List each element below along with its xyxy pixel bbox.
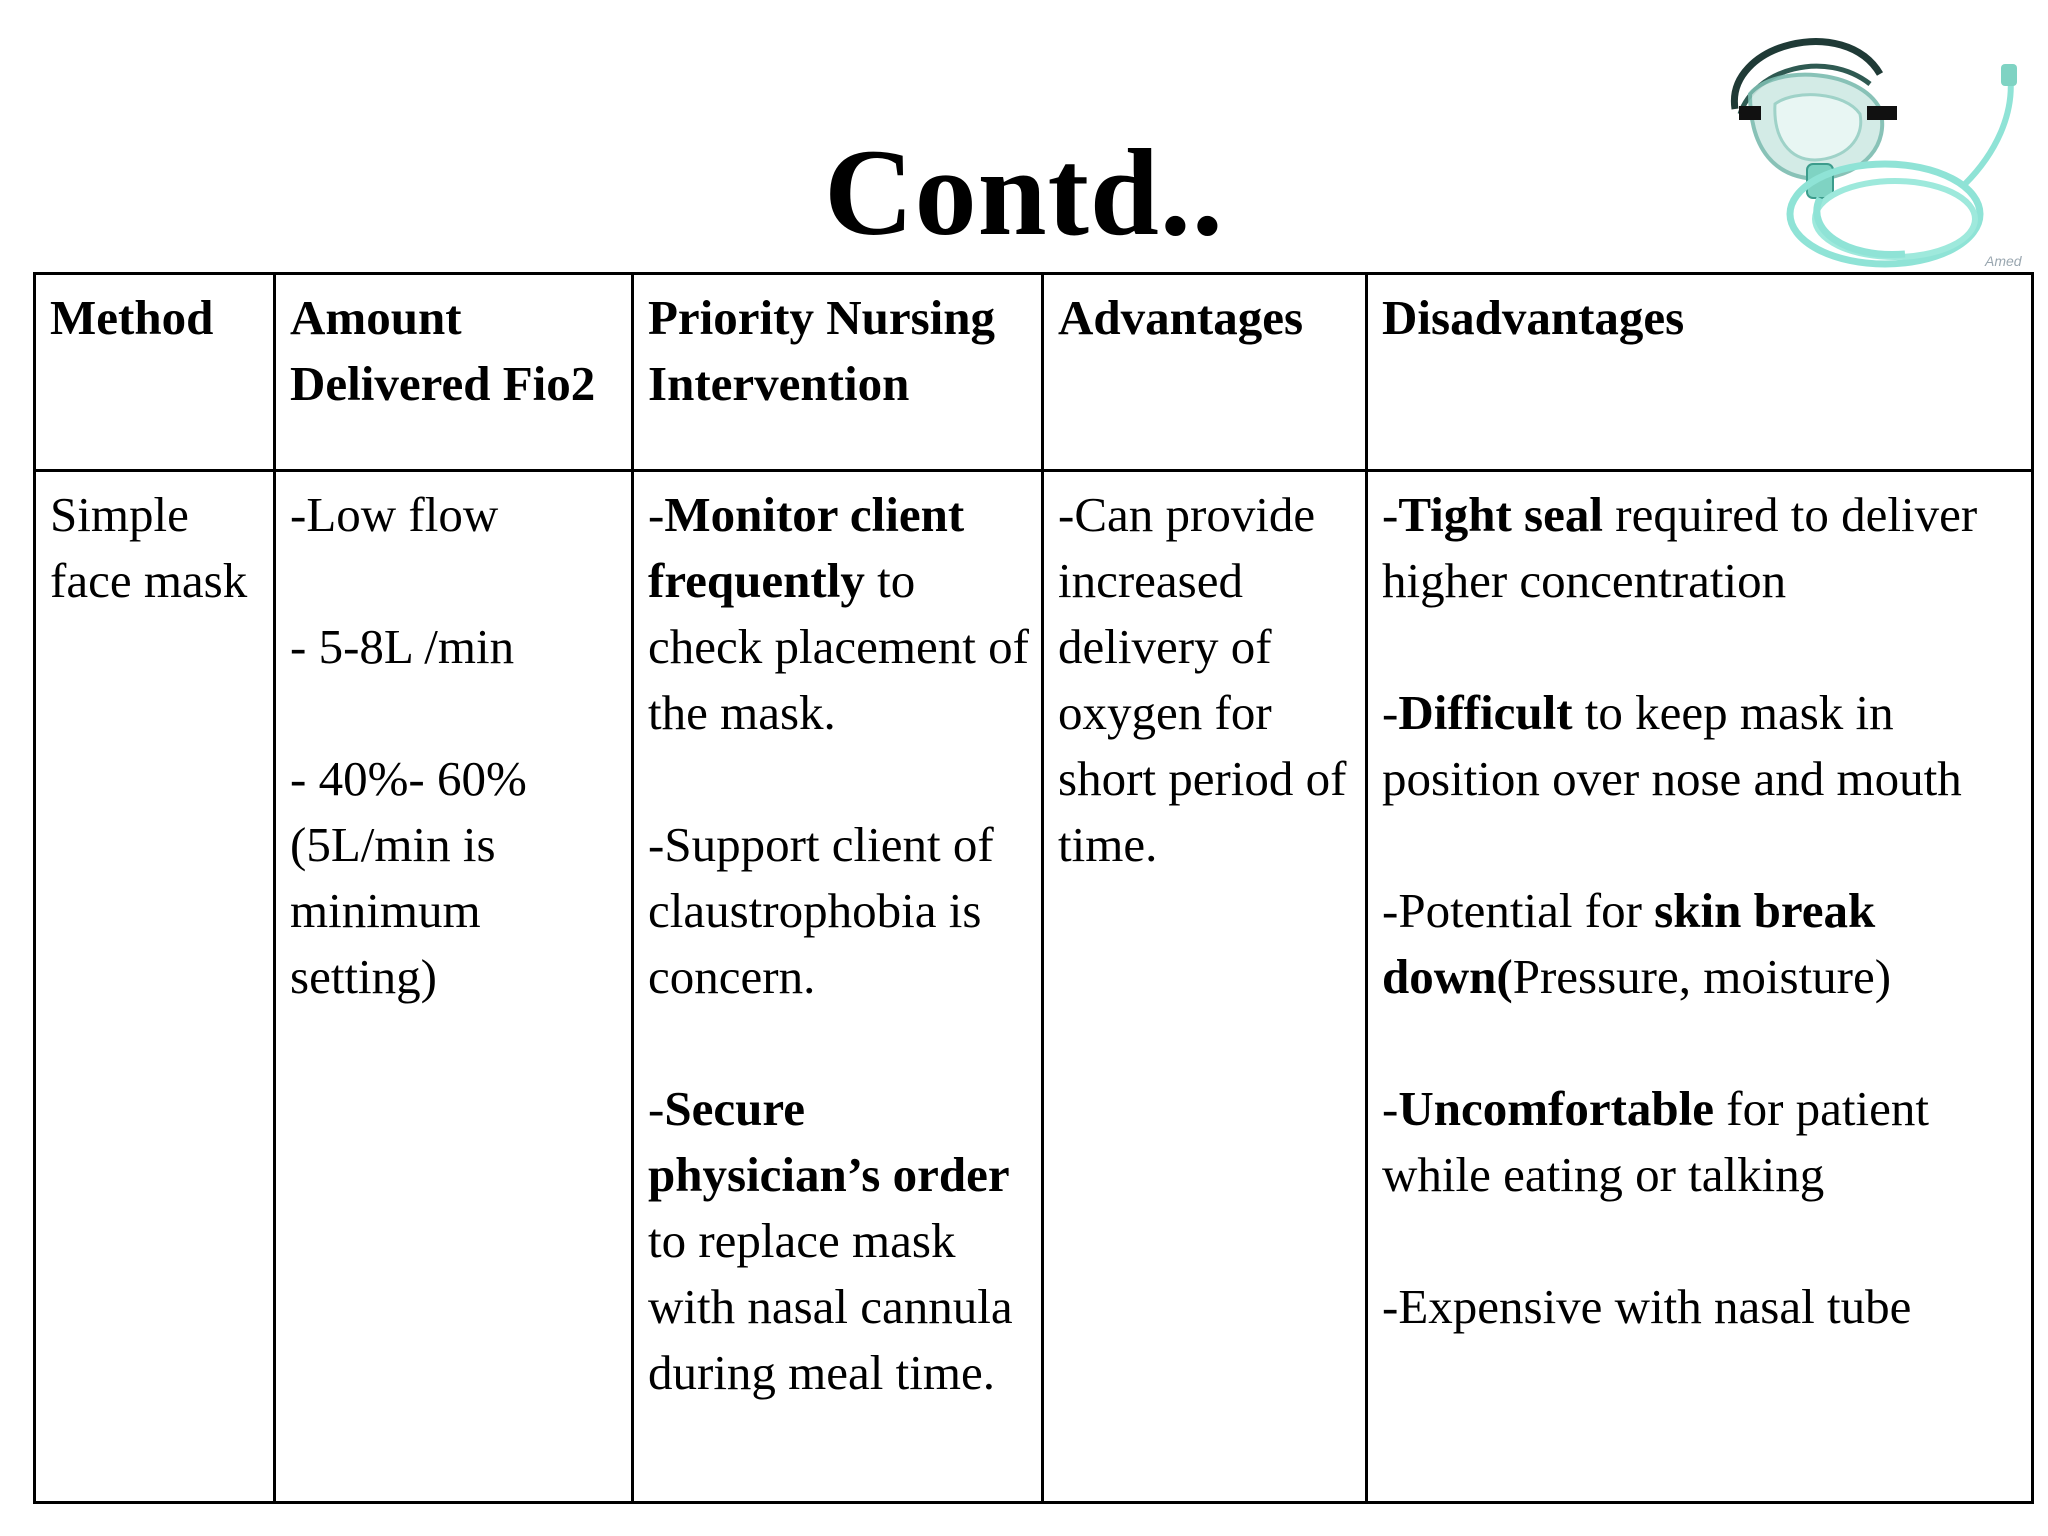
disadvantage-comfort: -Uncomfortable for patient while eating or talking <box>1382 1081 1930 1202</box>
table-header-row <box>35 274 2033 471</box>
intervention-cell <box>633 471 1043 1503</box>
oxygen-delivery-table <box>33 272 2034 1504</box>
method-cell: Simple face mask <box>35 471 275 1503</box>
header-method: Method <box>35 274 275 471</box>
table-row <box>35 471 2033 1503</box>
header-amount: Amount Delivered Fio2 <box>275 274 633 471</box>
amount-cell <box>275 471 633 1503</box>
advantages-cell: -Can provide increased delivery of oxygen for short period of time. <box>1043 471 1367 1503</box>
logo-watermark: Amed <box>1985 253 2022 269</box>
intervention-monitor: -Monitor client frequently to check placement of the mask. <box>648 487 1029 740</box>
amount-percent: - 40%- 60% <box>290 751 527 806</box>
header-advantages: Advantages <box>1043 274 1367 471</box>
disadvantages-cell <box>1367 471 2033 1503</box>
header-disadvantages: Disadvantages <box>1367 274 2033 471</box>
slide-title: Contd.. <box>824 124 1224 261</box>
oxygen-mask-picture <box>1695 14 2045 274</box>
disadvantage-skin: -Potential for skin break down(Pressure, moisture) <box>1382 883 1892 1004</box>
amount-note: (5L/min is minimum setting) <box>290 817 496 1004</box>
disadvantage-position: -Difficult to keep mask in position over nose and mouth <box>1382 685 1962 806</box>
intervention-secure-order: -Secure physician’s order to replace mask with nasal cannula during meal time. <box>648 1081 1013 1400</box>
header-intervention: Priority Nursing Intervention <box>633 274 1043 471</box>
amount-flow: -Low flow <box>290 487 499 542</box>
intervention-support: -Support client of claustrophobia is concern. <box>648 817 994 1004</box>
disadvantage-expense: -Expensive with nasal tube <box>1382 1279 1912 1334</box>
disadvantage-seal: -Tight seal required to deliver higher concentration <box>1382 487 1978 608</box>
amount-rate: - 5-8L /min <box>290 619 515 674</box>
